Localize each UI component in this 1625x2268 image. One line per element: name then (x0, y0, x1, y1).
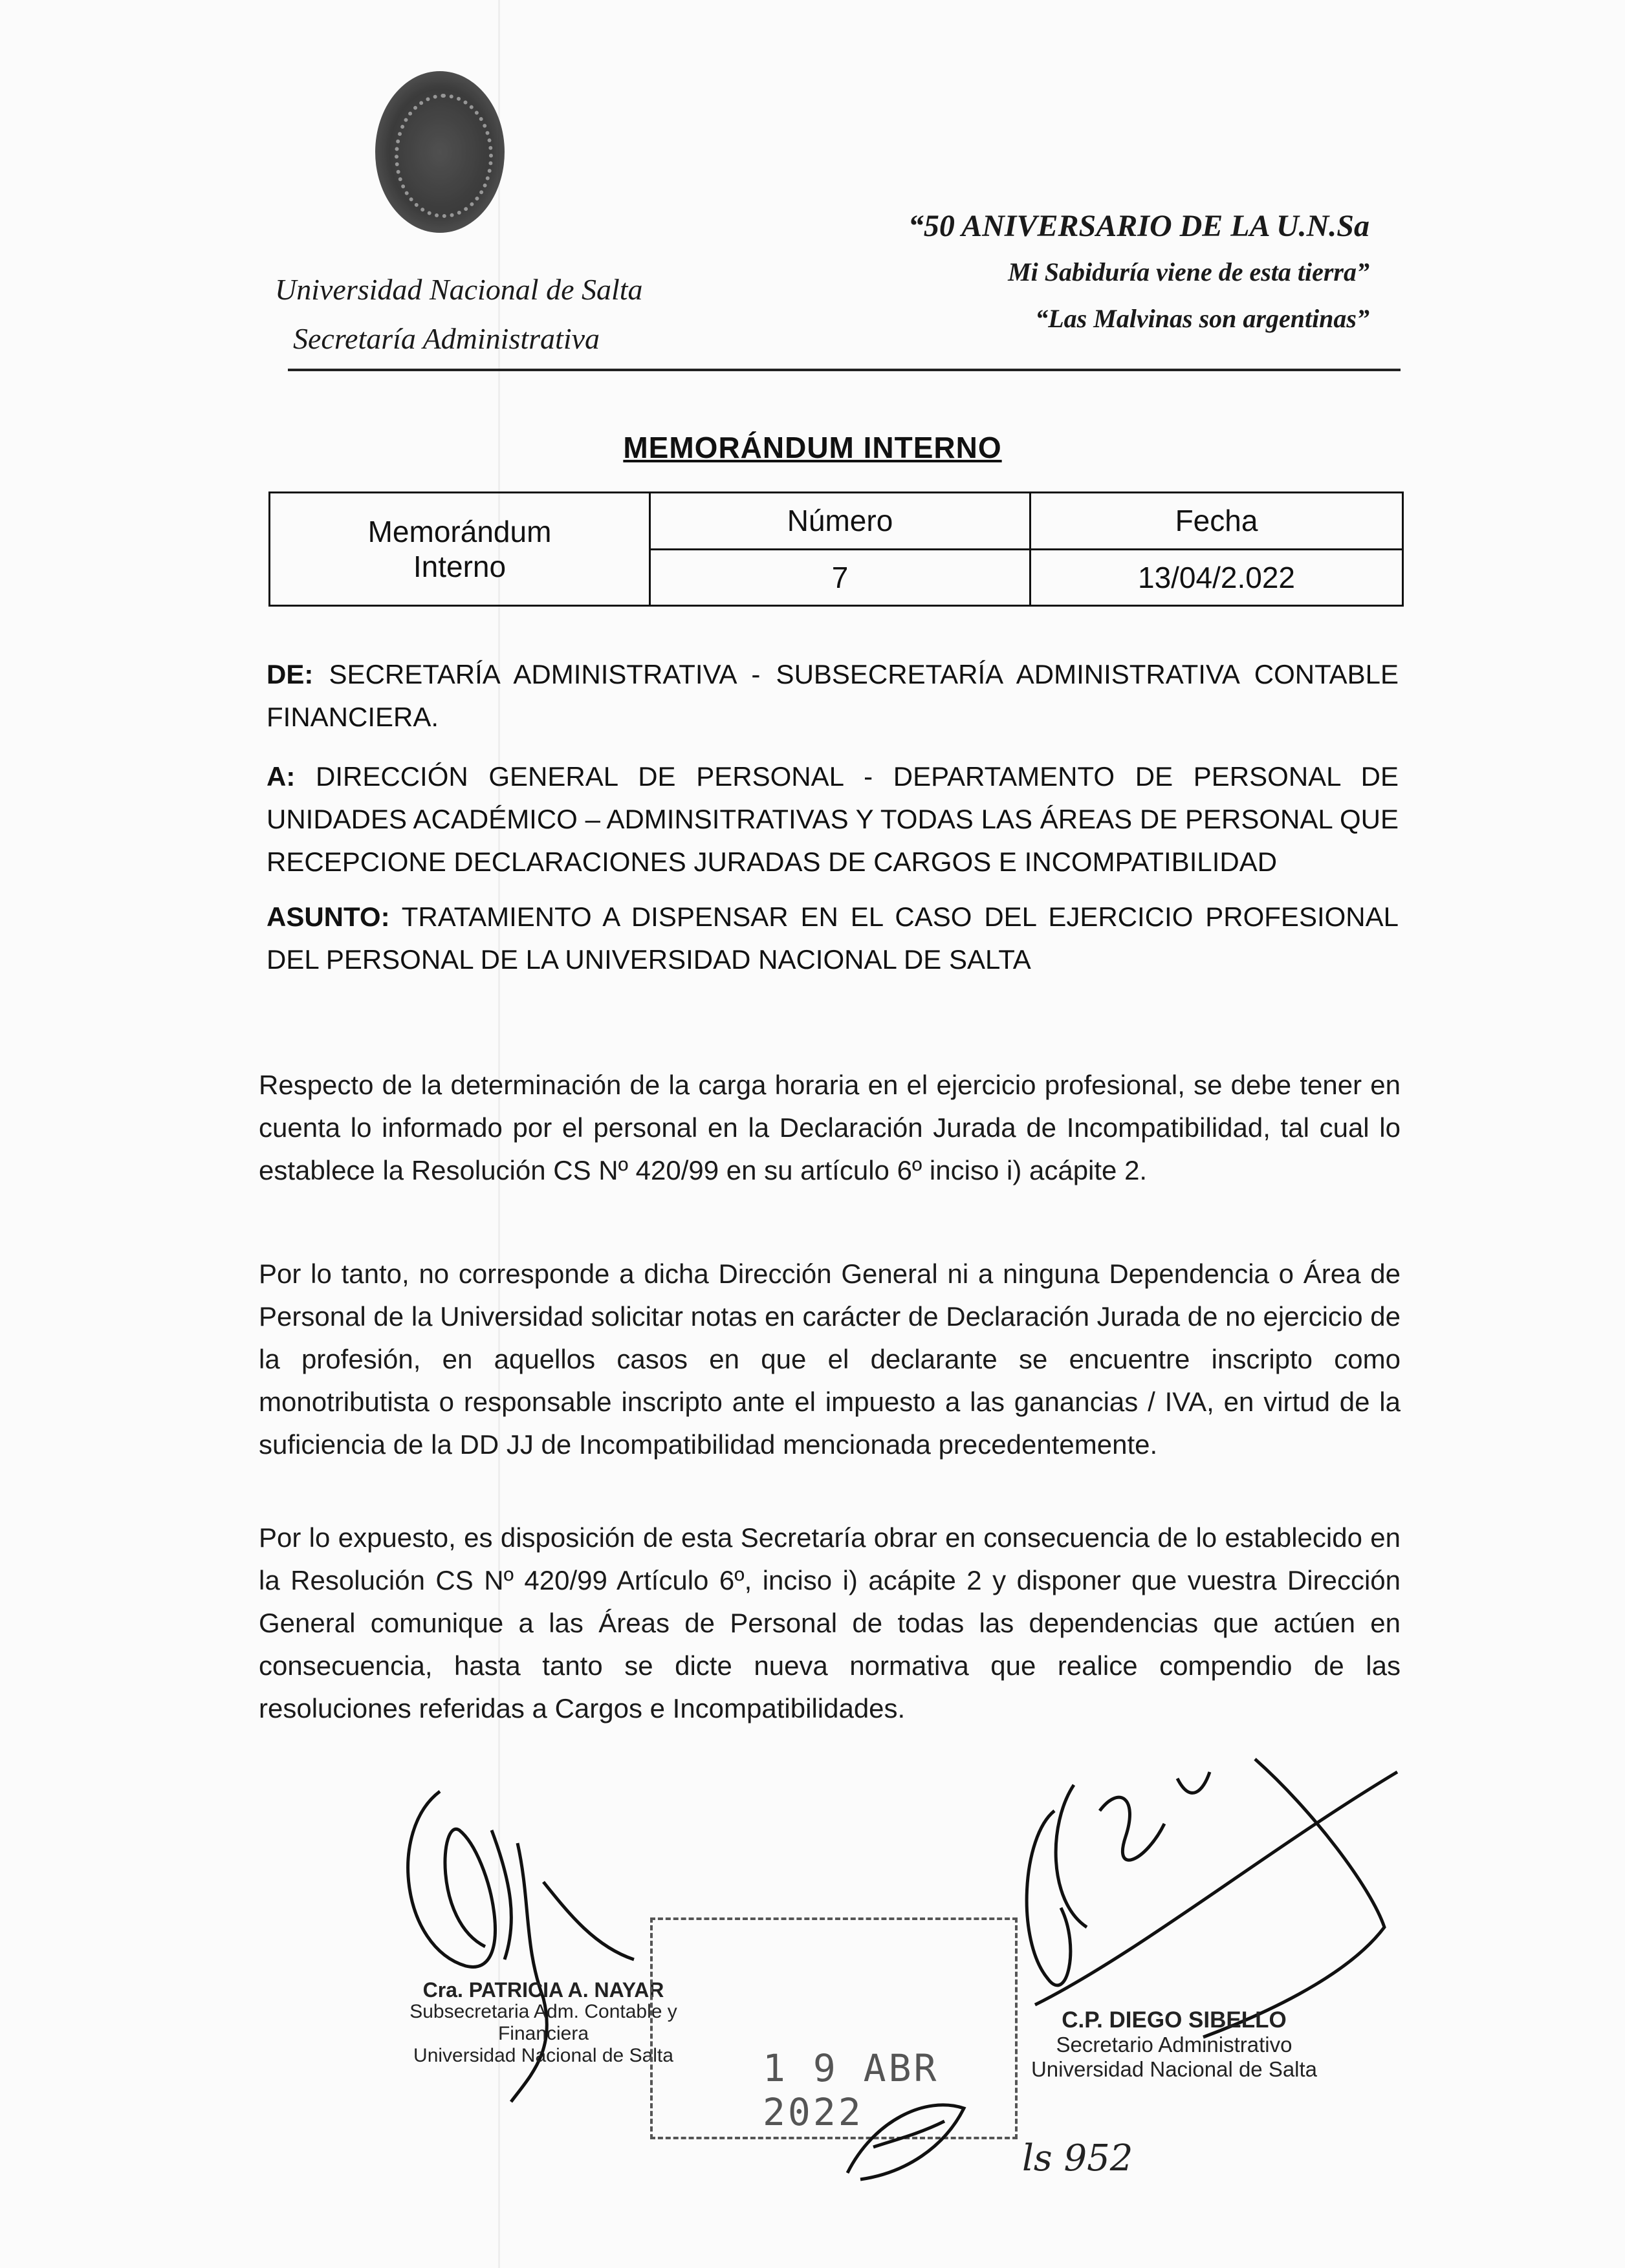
date-header: Fecha (1031, 493, 1403, 550)
subject-label: ASUNTO: (267, 902, 390, 932)
motto-line-3: “Las Malvinas son argentinas” (1035, 304, 1369, 333)
right-signatory-org: Universidad Nacional de Salta (1031, 2057, 1318, 2081)
left-signatory-role: Subsecretaria Adm. Contable y Financiera (409, 2001, 677, 2044)
left-signatory-block (408, 1979, 679, 2067)
university-seal-logo (375, 71, 505, 233)
number-value: 7 (650, 549, 1031, 606)
right-signatory-role: Secretario Administrativo (1056, 2033, 1292, 2057)
right-signatory-name: C.P. DIEGO SIBELLO (1062, 2007, 1287, 2033)
left-signatory-org: Universidad Nacional de Salta (413, 2045, 673, 2066)
date-value: 13/04/2.022 (1031, 549, 1403, 606)
anniversary-motto (908, 204, 1369, 342)
body-paragraph-2: Por lo tanto, no corresponde a dicha Dirección General ni a ninguna Dependencia o Área de Personal de la Universidad solicitar notas en carácter de Declaración Jurada de no ejercicio de la profesión, en aquellos casos en que el declarante se encuentre inscripto como monotributista o responsable inscripto ante el impuesto a las ganancias / IVA, en virtud de la suficiencia de la DD JJ de Incompatibilidad mencionada precedentemente. (259, 1258, 1401, 1460)
memo-label-line-2: Interno (413, 550, 507, 583)
to-label: A: (267, 761, 296, 792)
institution-name: Universidad Nacional de Salta (275, 273, 643, 306)
body-paragraph-1: Respecto de la determinación de la carga horaria en el ejercicio profesional, se debe tener en cuenta lo informado por el personal en la Declaración Jurada de Incompatibilidad, tal cual lo establece la Resolución CS Nº 420/99 en su artículo 6º inciso i) acápite 2. (259, 1070, 1401, 1185)
institution-header (275, 265, 643, 363)
header-divider (288, 369, 1401, 371)
number-header: Número (650, 493, 1031, 550)
memo-label-cell (270, 493, 650, 606)
document-title: MEMORÁNDUM INTERNO (623, 431, 1002, 464)
motto-line-1: “50 ANIVERSARIO DE LA U.N.Sa (908, 209, 1369, 243)
stamp-initials-scribble (834, 2082, 983, 2192)
body-paragraph-3: Por lo expuesto, es disposición de esta Secretaría obrar en consecuencia de lo establecido en la Resolución CS Nº 420/99 Artículo 6º, inciso i) acápite 2 y disponer que vuestra Dirección General comunique a las Áreas de Personal de todas las dependencias que actúen en consecuencia, hasta tanto se dicte nueva normativa que realice compendio de las resoluciones referidas a Cargos e Incompatibilidades. (259, 1522, 1401, 1723)
to-block (267, 755, 1399, 883)
from-label: DE: (267, 659, 314, 689)
left-signatory-name: Cra. PATRICIA A. NAYAR (422, 1978, 664, 2002)
from-block (267, 653, 1399, 739)
department-name: Secretaría Administrativa (293, 322, 600, 355)
from-text: SECRETARÍA ADMINISTRATIVA - SUBSECRETARÍA ADMINISTRATIVA CONTABLE FINANCIERA. (267, 659, 1399, 732)
right-signatory-block (1019, 2008, 1329, 2082)
folio-number: ls 952 (1022, 2137, 1133, 2179)
subject-block (267, 896, 1399, 981)
motto-line-2: Mi Sabiduría viene de esta tierra” (1008, 257, 1369, 286)
stamp-date: 1 9 ABR 2022 (763, 2046, 939, 2134)
subject-text: TRATAMIENTO A DISPENSAR EN EL CASO DEL EJERCICIO PROFESIONAL DEL PERSONAL DE LA UNIVERSIDAD NACIONAL DE SALTA (267, 902, 1399, 975)
memo-label-line-1: Memorándum (367, 515, 552, 548)
memo-info-table (268, 491, 1404, 607)
to-text: DIRECCIÓN GENERAL DE PERSONAL - DEPARTAMENTO DE PERSONAL DE UNIDADES ACADÉMICO – ADMINSITRATIVAS Y TODAS LAS ÁREAS DE PERSONAL QUE RECEPCIONE DECLARACIONES JURADAS DE CARGOS E INCOMPATIBILIDAD (267, 761, 1399, 877)
